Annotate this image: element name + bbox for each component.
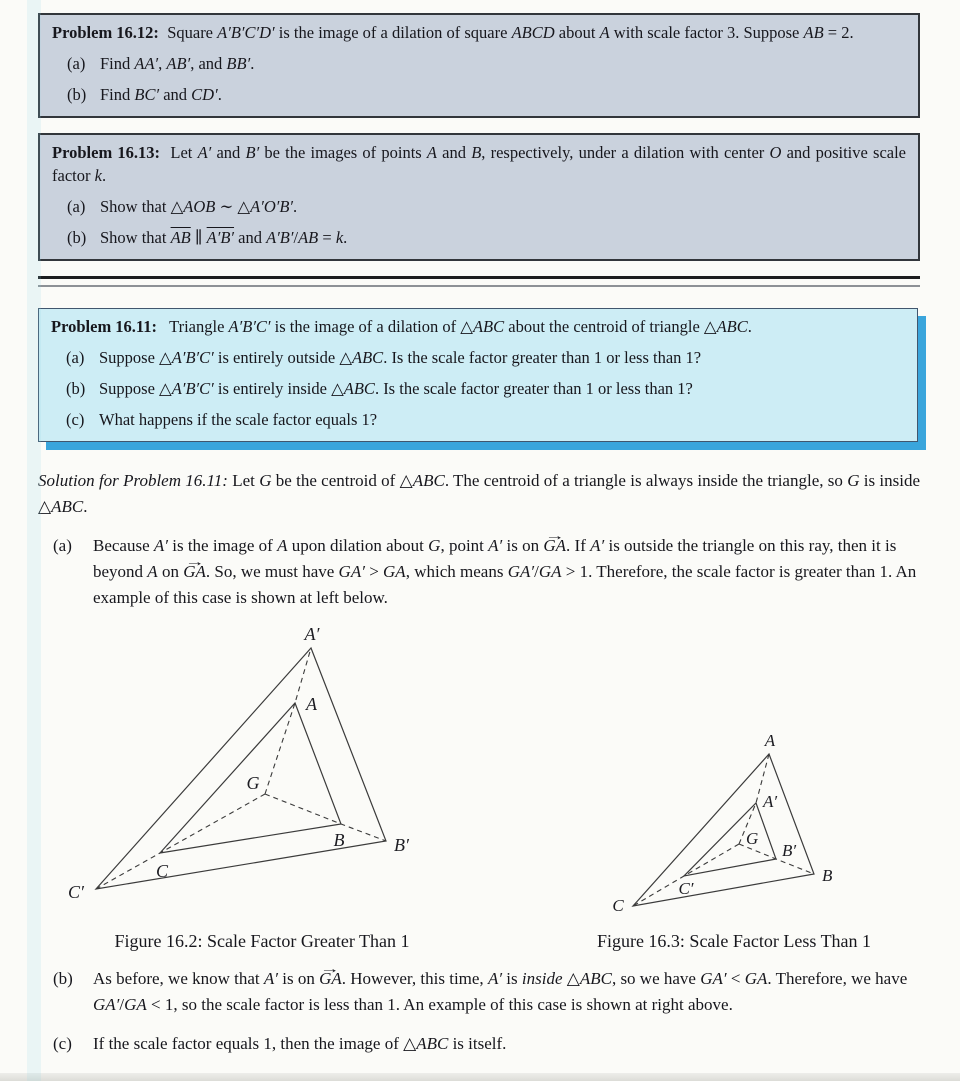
item-label: (b) <box>53 969 73 988</box>
item-text: Find AA′, AB′, and BB′. <box>100 54 255 73</box>
item-label: (a) <box>67 54 86 73</box>
triangle-abc <box>633 754 814 906</box>
problem-16-12-box <box>38 13 920 118</box>
vertex-label-c: C <box>155 861 169 881</box>
solution-item-b <box>38 966 920 1018</box>
vertex-label-a: A <box>764 731 776 750</box>
vertex-label-b-prime: B′ <box>782 841 797 860</box>
item-label: (a) <box>53 536 72 555</box>
solution-item-a <box>38 533 920 611</box>
item-text: Show that $\overline{AB}$ ∥ A′B′ and A′B′/AB = k. <box>100 228 348 247</box>
problem-16-12-title: Problem 16.12: Square A′B′C′D′ is the image of a dilation of square ABCD about A with scale factor 3. Suppose AB = 2. <box>52 23 854 42</box>
ray-g-b-prime <box>265 794 386 841</box>
figure-16-3-caption: Figure 16.3: Scale Factor Less Than 1 <box>596 931 872 951</box>
vertex-label-c-prime: C′ <box>68 882 84 902</box>
solution-item-c <box>38 1031 920 1057</box>
item-text: Because A′ is the image of A upon dilation about G, point A′ is on GA →. If A′ is outside the triangle on this ray, then it is beyond A on GA →. So, we must have GA′ > GA, which means GA′/GA > 1. Therefore, the scale factor is greater than 1. An example of this case is shown at left below. <box>93 533 920 611</box>
vertex-label-a-prime: A′ <box>763 792 778 811</box>
item-label: (b) <box>66 379 86 398</box>
item-label: (a) <box>67 197 86 216</box>
centroid-label-g: G <box>246 773 260 793</box>
problem-16-13-item-b <box>52 226 906 249</box>
figure-16-3 <box>548 704 920 953</box>
ray-g-a-prime <box>265 648 311 794</box>
problem-16-13-title: Problem 16.13: Let A′ and B′ be the images of points A and B, respectively, under a dilation with center O and positive scale factor k. <box>52 143 907 185</box>
dilation-diagram-less <box>598 704 870 920</box>
item-text: Show that △AOB ∼ △A′O′B′. <box>100 197 298 216</box>
centroid-label-g: G <box>746 829 759 848</box>
problem-16-11-item-a <box>51 346 905 369</box>
triangle-a-b-c-prime <box>96 648 386 889</box>
vertex-label-c-prime: C′ <box>678 879 694 898</box>
item-label: (b) <box>67 228 87 247</box>
item-text: If the scale factor equals 1, then the image of △ABC is itself. <box>93 1034 507 1053</box>
problem-16-12-item-b <box>52 83 906 106</box>
problem-16-13-item-a <box>52 195 906 218</box>
vertex-label-c: C <box>612 896 624 915</box>
dilation-diagram-greater <box>56 624 468 920</box>
vertex-label-a-prime: A′ <box>304 624 320 644</box>
figure-16-2 <box>38 624 486 953</box>
vertex-label-b: B <box>822 866 833 885</box>
problem-16-11-item-c <box>51 408 905 431</box>
figure-16-2-caption: Figure 16.2: Scale Factor Greater Than 1 <box>114 931 410 951</box>
figures-row <box>38 624 920 953</box>
item-text: Suppose △A′B′C′ is entirely inside △ABC. Is the scale factor greater than 1 or less than 1? <box>99 379 693 398</box>
item-label: (c) <box>53 1034 72 1053</box>
vertex-label-a: A <box>306 694 317 714</box>
problem-16-12-item-a <box>52 52 906 75</box>
item-label: (b) <box>67 85 87 104</box>
problem-16-11-box <box>38 308 918 442</box>
problem-16-13-box <box>38 133 920 261</box>
item-text: As before, we know that A′ is on GA →. However, this time, A′ is inside △ABC, so we have GA′ < GA. Therefore, we have GA′/GA < 1, so the scale factor is less than 1. An example of this case is shown at right above. <box>93 966 920 1018</box>
problem-16-11-title: Problem 16.11: Triangle A′B′C′ is the image of a dilation of △ABC about the centroid of triangle △ABC. <box>51 317 752 336</box>
solution-intro-paragraph: Solution for Problem 16.11: Let G be the centroid of △ABC. The centroid of a triangle is always inside the triangle, so G is inside △ABC. <box>38 471 920 516</box>
double-rule-divider <box>38 276 920 287</box>
item-text: What happens if the scale factor equals 1? <box>99 410 378 429</box>
item-text: Find BC′ and CD′. <box>100 85 222 104</box>
item-label: (a) <box>66 348 85 367</box>
page-bottom-edge <box>0 1073 960 1081</box>
triangle-a-b-c-prime <box>684 803 776 876</box>
problem-16-11-item-b <box>51 377 905 400</box>
item-text: Suppose △A′B′C′ is entirely outside △ABC. Is the scale factor greater than 1 or less than 1? <box>99 348 702 367</box>
vertex-label-b-prime: B′ <box>394 835 409 855</box>
item-label: (c) <box>66 410 85 429</box>
vertex-label-b: B <box>333 830 345 850</box>
